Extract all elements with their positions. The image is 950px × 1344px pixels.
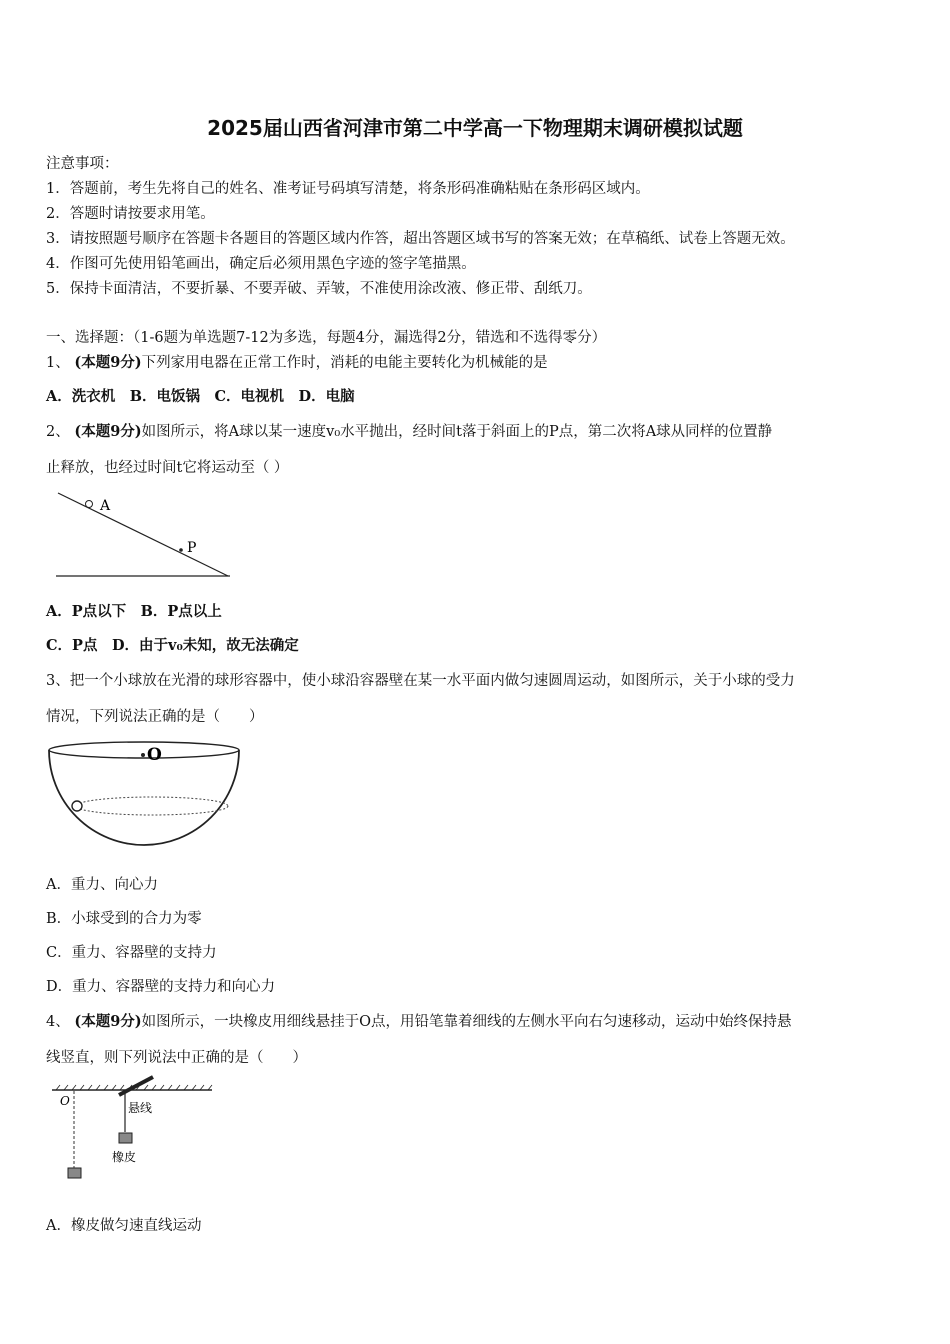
notice-heading: 注意事项：: [46, 156, 119, 172]
question-2-text-2: 止释放，也经过时间t它将运动至（ ）: [46, 460, 289, 476]
question-1: [46, 351, 548, 372]
label-eraser: 橡皮: [112, 1150, 137, 1164]
question-2-tag: (本题9分): [74, 423, 142, 440]
question-2-number: 2、: [46, 424, 70, 440]
question-3-text-2: 情况，下列说法正确的是（ ）: [46, 709, 264, 725]
label-o: O: [147, 745, 162, 765]
label-a: A: [100, 498, 111, 514]
pendulum-figure: [46, 1074, 216, 1186]
question-2-options-2: C．P点 D．由于v₀未知，故无法确定: [46, 637, 299, 654]
label-string: 悬线: [128, 1101, 153, 1115]
notice-item-1: 1．答题前，考生先将自己的姓名、准考证号码填写清楚，将条形码准确粘贴在条形码区域内。: [46, 181, 650, 197]
question-4-number: 4、: [46, 1014, 70, 1030]
question-3-option-a: A．重力、向心力: [46, 877, 158, 893]
page-title: 2025届山西省河津市第二中学高一下物理期末调研模拟试题: [207, 116, 743, 140]
bowl-figure: [46, 740, 242, 848]
question-1-options: A．洗衣机 B．电饭锅 C．电视机 D．电脑: [46, 388, 355, 405]
notice-item-4: 4．作图可先使用铅笔画出，确定后必须用黑色字迹的签字笔描黑。: [46, 256, 476, 272]
section-heading: 一、选择题：（1-6题为单选题7-12为多选，每题4分，漏选得2分，错选和不选得零分）: [46, 330, 607, 346]
question-2-options-1: A．P点以下 B．P点以上: [46, 603, 222, 620]
label-o: O: [60, 1094, 70, 1108]
question-2-text-1: 如图所示，将A球以某一速度v₀水平抛出，经时间t落于斜面上的P点，第二次将A球从同样的位置静: [141, 424, 773, 440]
notice-item-5: 5．保持卡面清洁，不要折暴、不要弄破、弄皱，不准使用涂改液、修正带、刮纸刀。: [46, 281, 592, 297]
question-1-tag: (本题9分): [74, 354, 142, 371]
label-p: P: [187, 540, 197, 556]
question-3-option-c: C．重力、容器壁的支持力: [46, 945, 217, 961]
notice-item-3: 3．请按照题号顺序在答题卡各题目的答题区域内作答，超出答题区域书写的答案无效；在草稿纸、试卷上答题无效。: [46, 231, 795, 247]
question-1-text: 下列家用电器在正常工作时，消耗的电能主要转化为机械能的是: [141, 355, 548, 371]
question-3-text-1: 3、把一个小球放在光滑的球形容器中，使小球沿容器壁在某一水平面内做匀速圆周运动，如图所示，关于小球的受力: [46, 673, 795, 689]
question-3-option-d: D．重力、容器壁的支持力和向心力: [46, 979, 276, 995]
incline-figure: [50, 488, 235, 580]
question-4-option-a: A．橡皮做匀速直线运动: [46, 1218, 202, 1234]
question-4-text-2: 线竖直，则下列说法中正确的是（ ）: [46, 1050, 307, 1066]
question-1-number: 1、: [46, 355, 70, 371]
question-3-option-b: B．小球受到的合力为零: [46, 911, 202, 927]
question-4-text-1: 如图所示，一块橡皮用细线悬挂于O点，用铅笔靠着细线的左侧水平向右匀速移动，运动中始终保持悬: [141, 1014, 792, 1030]
question-4: [46, 1010, 792, 1031]
question-2: [46, 420, 772, 441]
question-4-tag: (本题9分): [74, 1013, 142, 1030]
notice-item-2: 2．答题时请按要求用笔。: [46, 206, 215, 222]
